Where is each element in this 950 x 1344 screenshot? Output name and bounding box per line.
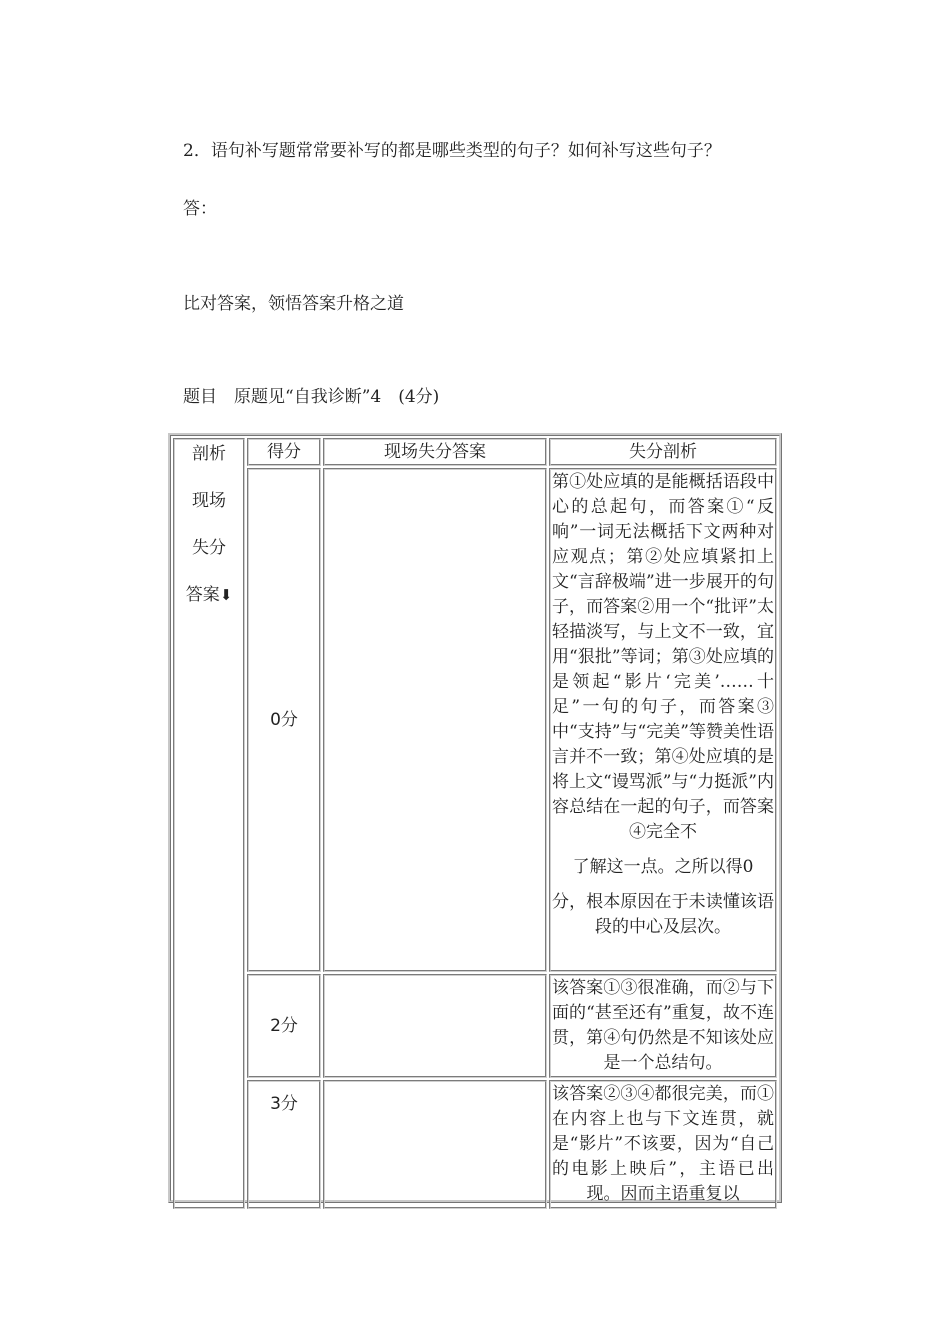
analysis-text-tail: 分，根本原因在于未读懂该语段的中心及层次。 xyxy=(552,892,774,937)
analysis-cell xyxy=(549,974,777,1078)
side-label-line xyxy=(175,583,243,607)
analysis-cell xyxy=(549,468,777,972)
answer-cell xyxy=(323,974,547,1078)
header-analysis: 失分剖析 xyxy=(549,438,777,466)
arrow-down-icon: ⬇ xyxy=(219,586,233,604)
score-cell: 0分 xyxy=(247,468,321,972)
score-cell: 2分 xyxy=(247,974,321,1078)
compare-heading: 比对答案，领悟答案升格之道 xyxy=(183,294,404,314)
analysis-table xyxy=(168,433,782,1203)
question-text: 2．语句补写题常常要补写的都是哪些类型的句子？如何补写这些句子？ xyxy=(183,141,721,161)
answer-cell xyxy=(323,1080,547,1209)
analysis-text: 第①处应填的是能概括语段中心的总起句，而答案①“反响”一词无法概括下文两种对应观点；第②处应填紧扣上文“言辞极端”进一步展开的句子，而答案②用一个“批评”太轻描淡写，与上文不一致，宜用“狠批”等词；第③处应填的是领起“影片‘完美’……十足”一句的句子，而答案③中“支持”与“完美”等赞美性语言并不一致；第④处应填的是将上文“谩骂派”与“力挺派”内容总结在一起的句子，而答案④完全不 xyxy=(552,472,774,842)
topic-line: 题目 原题见“自我诊断”4 (4分) xyxy=(183,387,440,407)
table-row xyxy=(173,1080,777,1209)
table-row xyxy=(173,468,777,972)
answer-cell xyxy=(323,468,547,972)
side-label-text: 答案 xyxy=(185,585,220,605)
answer-label: 答： xyxy=(183,199,217,219)
table-row xyxy=(173,974,777,1078)
side-label-line: 失分 xyxy=(192,538,226,558)
analysis-text-tail: 了解这一点。之所以得0 xyxy=(572,857,754,877)
header-answer: 现场失分答案 xyxy=(323,438,547,466)
analysis-text: 该答案②③④都很完美，而①在内容上也与下文连贯，就是“影片”不该要，因为“自己的电影上映后”，主语已出现。因而主语重复以 xyxy=(552,1084,774,1204)
side-label-line: 剖析 xyxy=(192,444,226,464)
side-label-cell xyxy=(173,438,245,1209)
analysis-cell xyxy=(549,1080,777,1209)
score-cell: 3分 xyxy=(247,1080,321,1209)
header-score: 得分 xyxy=(247,438,321,466)
side-label-line: 现场 xyxy=(192,491,226,511)
analysis-text: 该答案①③很准确，而②与下面的“甚至还有”重复，故不连贯，第④句仍然是不知该处应是一个总结句。 xyxy=(552,978,774,1073)
